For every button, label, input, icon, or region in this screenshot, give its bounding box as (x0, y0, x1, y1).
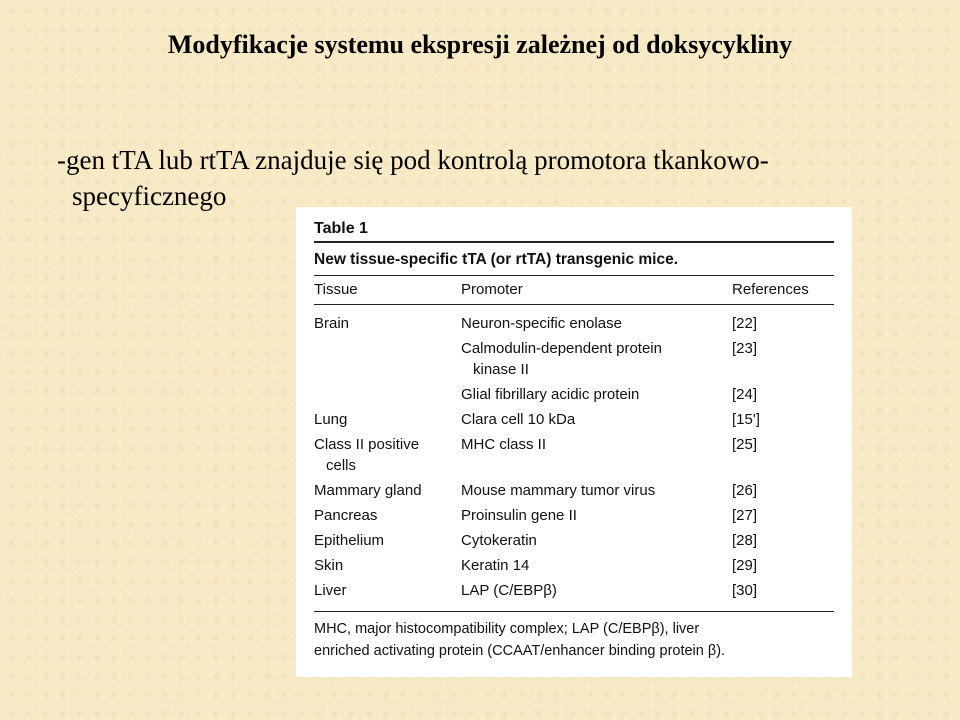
slide-title: Modyfikacje systemu ekspresji zależnej od doksycykliny (167, 30, 793, 59)
cell-ref: [28] (732, 532, 758, 549)
cell-tissue: Brain (314, 315, 350, 332)
table-caption: New tissue-specific tTA (or rtTA) transgenic mice. (314, 251, 679, 268)
table-row (314, 551, 834, 576)
cell-tissue (314, 334, 461, 380)
tissue-table-body (314, 305, 834, 601)
table-row (314, 576, 834, 601)
header-promoter: Promoter (461, 281, 523, 298)
table-image (296, 207, 852, 677)
cell-tissue: Lung (314, 411, 348, 428)
cell-tissue (314, 380, 461, 405)
cell-tissue: Epithelium (314, 532, 385, 549)
table-row (314, 380, 834, 405)
table-row (314, 405, 834, 430)
table-row (314, 334, 834, 380)
cell-promoter: MHC class II (461, 436, 547, 453)
cell-promoter: Mouse mammary tumor virus (461, 482, 656, 499)
cell-promoter: Glial fibrillary acidic protein (461, 386, 640, 403)
table-row (314, 476, 834, 501)
body-line-1: -gen tTA lub rtTA znajduje się pod kontrolą promotora tkankowo- (57, 145, 769, 175)
cell-ref: [15'] (732, 411, 760, 428)
header-references: References (732, 281, 809, 298)
cell-tissue: Liver (314, 582, 347, 599)
cell-tissue-line2: cells (326, 457, 357, 474)
cell-promoter: Keratin 14 (461, 557, 530, 574)
cell-promoter: Clara cell 10 kDa (461, 411, 576, 428)
header-tissue: Tissue (314, 281, 358, 298)
cell-promoter: Neuron-specific enolase (461, 315, 622, 332)
cell-ref: [27] (732, 507, 758, 524)
table-header-row (314, 276, 834, 304)
table-row (314, 526, 834, 551)
footnote-line-2: enriched activating protein (CCAAT/enhancer binding protein β). (314, 643, 726, 659)
tissue-table (314, 276, 834, 304)
cell-promoter: Proinsulin gene II (461, 507, 577, 524)
body-line-2: specyficznego (72, 181, 227, 211)
footnote-line-1: MHC, major histocompatibility complex; LAP (C/EBPβ), liver (314, 621, 700, 637)
table-row (314, 305, 834, 334)
body-text (57, 142, 917, 214)
cell-ref: [23] (732, 340, 758, 357)
cell-ref: [26] (732, 482, 758, 499)
cell-tissue-line1: Class II positive (314, 436, 420, 453)
cell-promoter-line1: Calmodulin-dependent protein (461, 340, 662, 357)
cell-tissue (314, 430, 461, 476)
cell-promoter (461, 334, 732, 380)
table-row (314, 501, 834, 526)
cell-tissue: Pancreas (314, 507, 378, 524)
table-label: Table 1 (314, 220, 368, 237)
cell-tissue: Skin (314, 557, 344, 574)
cell-promoter: Cytokeratin (461, 532, 537, 549)
table-footnote (314, 612, 834, 662)
cell-promoter: LAP (C/EBPβ) (461, 582, 557, 599)
cell-ref: [24] (732, 386, 758, 403)
cell-promoter-line2: kinase II (473, 361, 529, 378)
table-row (314, 430, 834, 476)
cell-ref: [29] (732, 557, 758, 574)
cell-ref: [22] (732, 315, 758, 332)
cell-tissue: Mammary gland (314, 482, 422, 499)
cell-ref: [30] (732, 582, 758, 599)
cell-ref: [25] (732, 436, 758, 453)
